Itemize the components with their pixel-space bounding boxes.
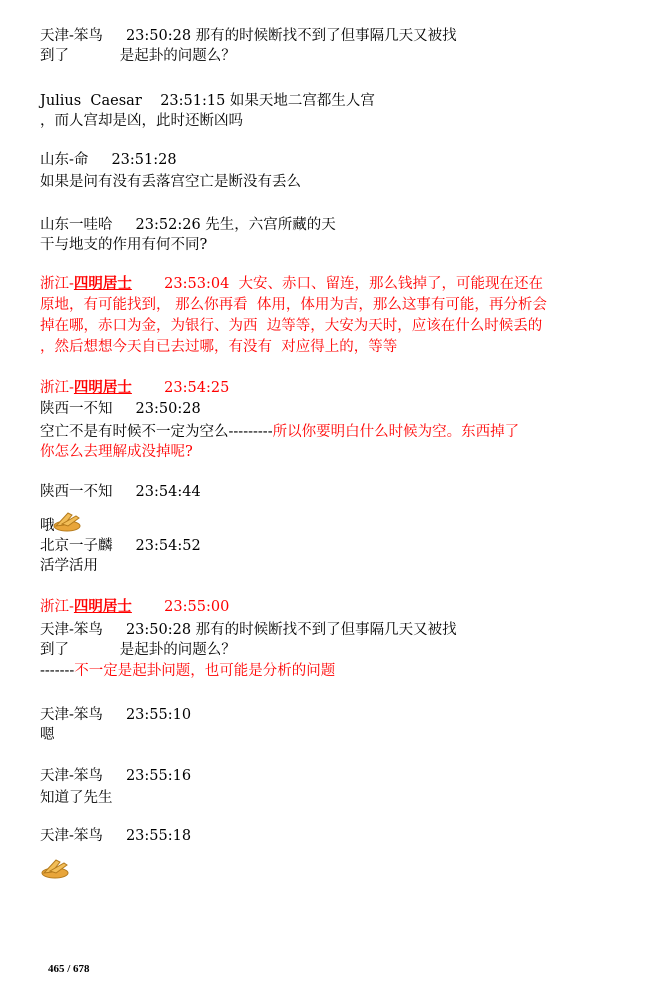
message-text: 哦 (40, 518, 55, 534)
message-text: ，而人宫却是凶，此时还断凶吗 (40, 113, 243, 129)
message-text: 活学活用 (40, 558, 98, 574)
quoted-text: 空亡不是有时候不一定为空么--------- (40, 424, 273, 440)
message-text: 知道了先生 (40, 790, 113, 806)
ok-hand-emoji-icon (52, 509, 82, 537)
sender-name: 四明居士 (73, 598, 132, 615)
message-header: 天津-笨鸟 23:55:10 (40, 707, 192, 723)
sender-region: 浙江- (40, 276, 74, 292)
sender-region: 浙江- (40, 599, 74, 615)
message-header-highlight (40, 274, 543, 294)
message-text: 23:53:04 大安、赤口、留连，那么钱掉了，可能现在还在 (131, 276, 544, 292)
ok-hand-emoji-icon (40, 856, 70, 884)
reply-text: 所以你要明白什么时候为空。东西掉了 (272, 424, 520, 440)
message-text: ，然后想想今天自已去过哪，有没有 对应得上的，等等 (40, 339, 398, 355)
message-text: 到了 是起卦的问题么？ (40, 48, 236, 64)
message-text: 掉在哪，赤口为金，为银行、为西 边等等，大安为天时，应该在什么时候丢的 (40, 318, 543, 334)
message-text: 嗯 (40, 727, 55, 743)
message-text: 干与地支的作用有何不同? (40, 237, 208, 253)
timestamp: 23:54:25 (131, 380, 230, 396)
message-header: 天津-笨鸟 23:55:16 (40, 768, 192, 784)
message-header: 天津-笨鸟 23:55:18 (40, 828, 192, 844)
message-header-highlight (40, 378, 229, 398)
quoted-header: 天津-笨鸟 23:50:28 那有的时候断找不到了但事隔几天又被找 (40, 622, 457, 638)
message-text (40, 422, 519, 442)
message-header: 天津-笨鸟 23:50:28 那有的时候断找不到了但事隔几天又被找 (40, 28, 457, 44)
timestamp: 23:55:00 (131, 599, 230, 615)
message-header-highlight (40, 597, 229, 617)
quoted-header: 陕西一不知 23:50:28 (40, 401, 201, 417)
message-header: 山东一哇哈 23:52:26 先生，六宫所藏的天 (40, 217, 336, 233)
message-text: 如果是问有没有丢落宫空亡是断没有丢么 (40, 174, 301, 190)
reply-text: 你怎么去理解成没掉呢? (40, 444, 193, 460)
message-header: Julius Caesar 23:51:15 如果天地二宫都生人宫 (40, 93, 375, 109)
message-header: 陕西一不知 23:54:44 (40, 484, 201, 500)
sender-region: 浙江- (40, 380, 74, 396)
message-text: 原地，有可能找到， 那么你再看 体用，体用为吉，那么这事有可能，再分析会 (40, 297, 547, 313)
page-number: 465 / 678 (48, 963, 90, 975)
reply-text: 不一定是起卦问题，也可能是分析的问题 (74, 663, 336, 679)
message-text (40, 661, 335, 681)
sender-name: 四明居士 (73, 275, 132, 292)
separator-dashes: ------- (40, 663, 75, 679)
message-header: 山东-命 23:51:28 (40, 152, 177, 168)
quoted-text: 到了 是起卦的问题么？ (40, 642, 236, 658)
sender-name: 四明居士 (73, 379, 132, 396)
message-header: 北京一子麟 23:54:52 (40, 538, 201, 554)
